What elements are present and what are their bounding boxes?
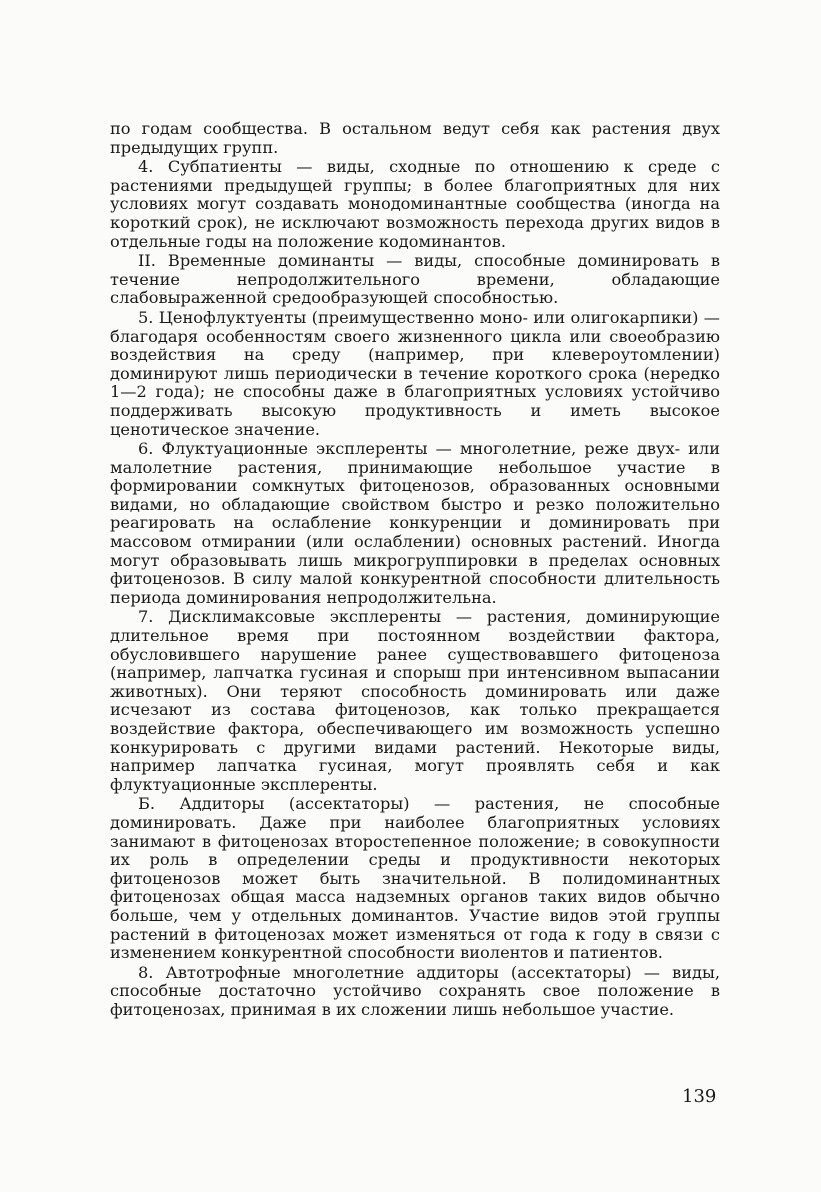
paragraph: II. Временные доминанты — виды, способные доминировать в течение непродолжительного времени, обладающие слабовыраженной средообразующей способностью. (110, 251, 720, 308)
body-text (110, 120, 720, 1021)
paragraph: 7. Дисклимаксовые эксплеренты — растения, доминирующие длительное время при постоянном воздействии фактора, обусловившего нарушение ранее существовавшего фитоценоза (например, лапчатка гусиная и спорыш при интенсивном выпасании животных). Они теряют способность доминировать или даже исчезают из состава фитоценозов, как только прекращается воздействие фактора, обеспечивающего им возможность успешно конкурировать с другими видами растений. Некоторые виды, например лапчатка гусиная, могут проявлять себя и как флуктуационные эксплеренты. (110, 607, 720, 794)
paragraph: 5. Ценофлуктуенты (преимущественно моно- или олигокарпики) — благодаря особенностям своего жизненного цикла или своеобразию воздействия на среду (например, при клевероутомлении) доминируют лишь периодически в течение короткого срока (нередко 1—2 года); не способны даже в благоприятных условиях устойчиво поддерживать высокую продуктивность и иметь высокое ценотическое значение. (110, 307, 720, 439)
paragraph: по годам сообщества. В остальном ведут себя как растения двух предыдущих групп. (110, 119, 720, 157)
paragraph: 6. Флуктуационные эксплеренты — многолетние, реже двух- или малолетние растения, принимающие небольшое участие в формировании сомкнутых фитоценозов, образованных основными видами, но обладающие свойством быстро и резко положительно реагировать на ослабление конкуренции и доминировать при массовом отмирании (или ослаблении) основных растений. Иногда могут образовывать лишь микрогруппировки в пределах основных фитоценозов. В силу малой конкурентной способности длительность периода доминирования непродолжительна. (110, 439, 720, 607)
page-number: 139 (682, 1086, 717, 1107)
paragraph: 4. Субпатиенты — виды, сходные по отношению к среде с растениями предыдущей группы; в более благоприятных для них условиях могут создавать монодоминантные сообщества (иногда на короткий срок), не исключают возможность перехода других видов в отдельные годы на положение кодоминантов. (110, 157, 720, 251)
paragraph: Б. Аддиторы (ассектаторы) — растения, не способные доминировать. Даже при наиболее благоприятных условиях занимают в фитоценозах второстепенное положение; в совокупности их роль в определении среды и продуктивности некоторых фитоценозов может быть значительной. В полидоминантных фитоценозах общая масса надземных органов таких видов обычно больше, чем у отдельных доминантов. Участие видов этой группы растений в фитоценозах может изменяться от года к году в связи с изменением конкурентной способности виолентов и патиентов. (110, 794, 720, 963)
paragraph: 8. Автотрофные многолетние аддиторы (ассектаторы) — виды, способные достаточно устойчиво сохранять свое положение в фитоценозах, принимая в их сложении лишь небольшое участие. (110, 962, 720, 1019)
